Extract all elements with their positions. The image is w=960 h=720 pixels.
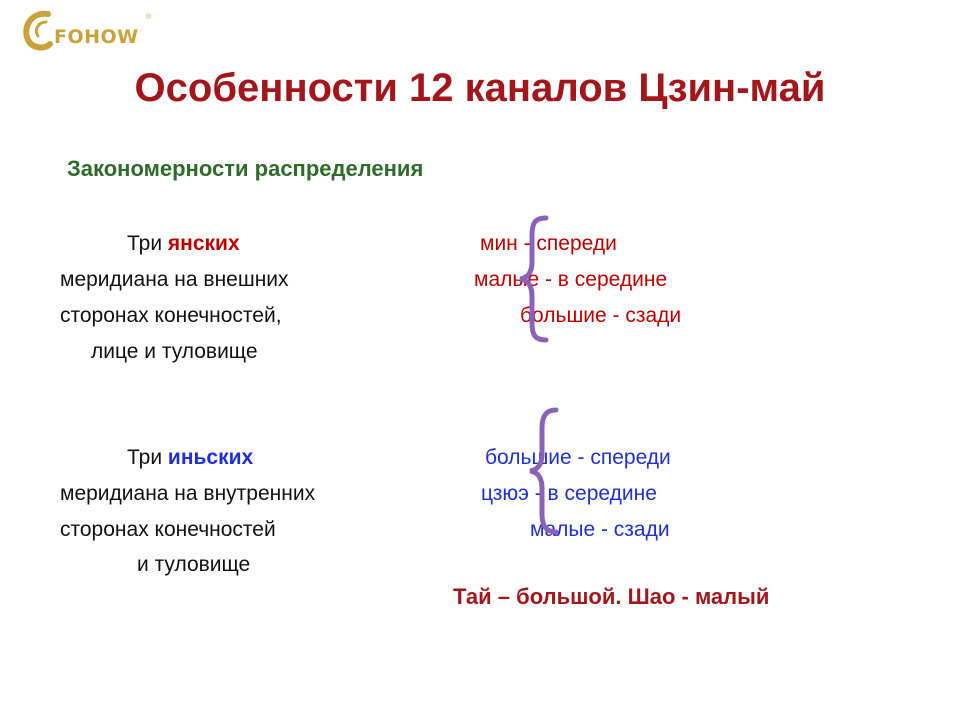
- swirl-logo-icon: [18, 8, 58, 54]
- curly-brace-icon: [512, 406, 568, 536]
- yin-right-2: цзюэ - в середине: [481, 482, 657, 505]
- yang-highlight: янских: [167, 232, 240, 255]
- yang-right-2: малые - в середине: [474, 268, 668, 291]
- yin-right-3: малые - сзади: [530, 518, 670, 541]
- yang-line-1-prefix: Три: [127, 232, 168, 255]
- yang-right-3: большие - сзади: [520, 304, 682, 327]
- yin-line-4: и туловище: [137, 553, 251, 576]
- yin-line-3: сторонах конечностей: [60, 518, 276, 541]
- logo-text: FOHOW: [54, 26, 139, 48]
- fohow-logo: [18, 8, 152, 54]
- yin-line-1: [127, 446, 253, 470]
- yang-line-2: меридиана на внешних: [60, 268, 289, 291]
- slide-title: Особенности 12 каналов Цзин-май: [134, 66, 826, 110]
- yang-line-3: сторонах конечностей,: [60, 304, 282, 327]
- yin-line-1-prefix: Три: [127, 446, 168, 469]
- yin-highlight: иньских: [167, 446, 254, 469]
- footer-note: Тай – большой. Шао - малый: [453, 584, 770, 609]
- slide-subtitle: Закономерности распределения: [67, 156, 424, 181]
- yin-line-2: меридиана на внутренних: [60, 482, 316, 505]
- yang-line-4: лице и туловище: [91, 340, 258, 363]
- yin-right-1: большие - спереди: [485, 446, 671, 469]
- logo-registered-mark: ®: [146, 14, 152, 21]
- yang-line-1: [127, 232, 240, 256]
- curly-brace-icon: [500, 214, 556, 344]
- yang-right-1: мин - спереди: [480, 232, 617, 255]
